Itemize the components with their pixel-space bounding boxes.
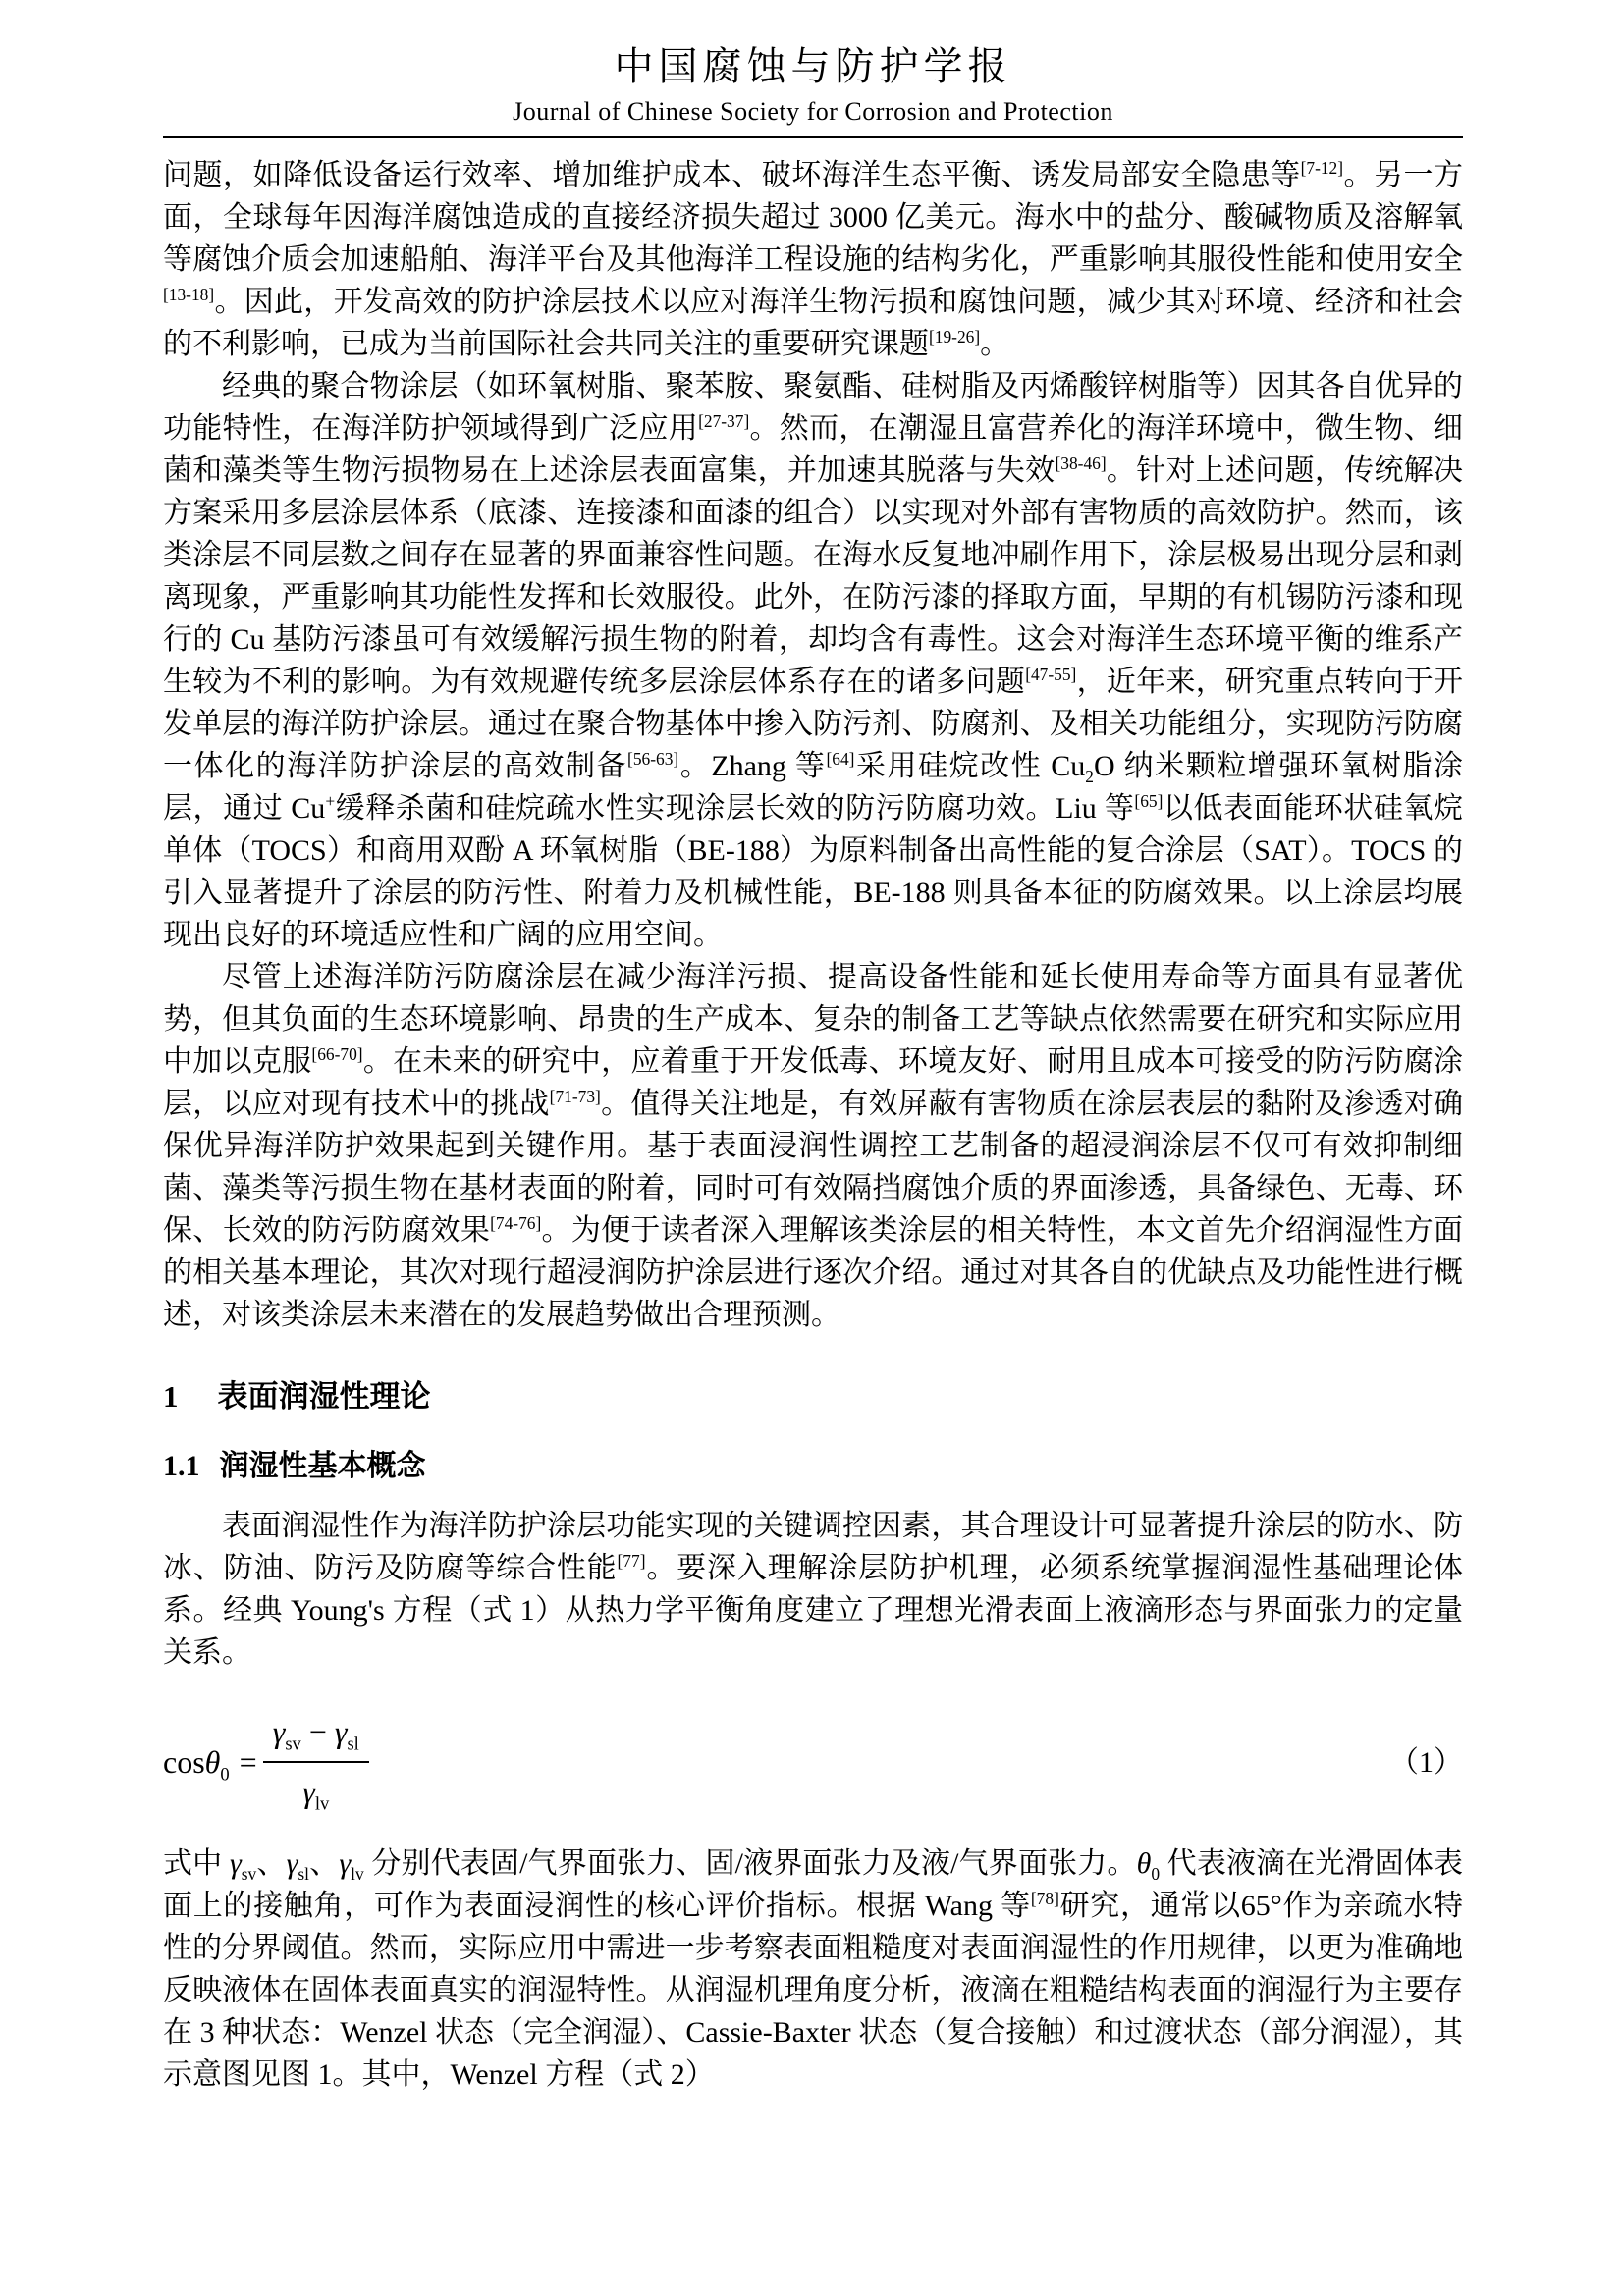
text-run: 。然而，在潮湿且富营养化的海洋环境中，微生物、细菌和藻类等生物污损物易在上述涂层表面富集，并加速其脱落与失效 — [163, 412, 1464, 487]
subsection-heading-1-1 — [163, 1445, 1463, 1487]
subscript: sl — [298, 1864, 309, 1884]
fraction-numerator — [263, 1711, 369, 1763]
text-run: 。Zhang 等 — [678, 750, 827, 782]
journal-header — [163, 35, 1463, 138]
fraction-denominator — [293, 1763, 339, 1813]
subscript: sv — [285, 1734, 301, 1755]
text-run: 、 — [309, 1847, 340, 1880]
journal-title-chinese: 中国腐蚀与防护学报 — [614, 44, 1012, 88]
text-run: 。值得关注地是，有效屏蔽有害物质在涂层表层的黏附及渗透对确保优异海洋防护效果起到关键作用。基于表面浸润性调控工艺制备的超浸润涂层不仅可有效抑制细菌、藻类等污损生物在基材表面的附着，同时可有效隔挡腐蚀介质的界面渗透，具备绿色、无毒、环保、长效的防污防腐效果 — [163, 1088, 1464, 1247]
text-run: 分别代表固/气界面张力、固/液界面张力及液/气界面张力。 — [363, 1847, 1137, 1880]
text-run: 以低表面能环状硅氧烷单体（TOCS）和商用双酚 A 环氧树脂（BE-188）为原料制备出高性能的复合涂层（SAT）。TOCS 的引入显著提升了涂层的防污性、附着力及机械性能，BE-188 则具备本征的防腐效果。以上涂层均展现出良好的环境适应性和广阔的应用空间。 — [163, 792, 1463, 951]
citation-ref: [65] — [1134, 791, 1164, 811]
theta-subscript: 0 — [220, 1763, 230, 1785]
paragraph-1 — [163, 154, 1463, 365]
text-run: 采用硅烷改性 Cu — [854, 750, 1086, 782]
text-run: 。要深入理解涂层防护机理，必须系统掌握润湿性基础理论体系。经典 Young's 方程（式 1）从热力学平衡角度建立了理想光滑表面上液滴形态与界面张力的定量关系。 — [163, 1552, 1464, 1669]
text-run: 。针对上述问题，传统解决方案采用多层涂层体系（底漆、连接漆和面漆的组合）以实现对外部有害物质的高效防护。然而，该类涂层不同层数之间存在显著的界面兼容性问题。在海水反复地冲刷作用下，涂层极易出现分层和剥离现象，严重影响其功能性发挥和长效服役。此外，在防污漆的择取方面，早期的有机锡防污漆和现行的 Cu 基防污漆虽可有效缓解污损生物的附着，却均含有毒性。这会对海洋生态环境平衡的维系产生较为不利的影响。为有效规避传统多层涂层体系存在的诸多问题 — [163, 454, 1464, 698]
paragraph-2 — [163, 365, 1463, 956]
cos-function: cos — [163, 1743, 205, 1780]
subscript: sv — [241, 1864, 257, 1884]
text-run: 式中 — [163, 1847, 230, 1880]
equation-number: （1） — [1389, 1745, 1463, 1779]
equation-expression — [163, 1711, 369, 1813]
text-run: 。为便于读者深入理解该类涂层的相关特性，本文首先介绍润湿性方面的相关基本理论，其次对现行超浸润防护涂层进行逐次介绍。通过对其各自的优缺点及功能性进行概述，对该类涂层未来潜在的发展趋势做出合理预测。 — [163, 1214, 1464, 1331]
text-run: 、 — [256, 1847, 287, 1880]
citation-ref: [47-55] — [1025, 665, 1077, 684]
section-title: 表面润湿性理论 — [217, 1379, 431, 1414]
subscript: lv — [314, 1793, 330, 1815]
paragraph-5 — [163, 1842, 1463, 2096]
citation-ref: [13-18] — [163, 285, 215, 304]
paragraph-4 — [163, 1505, 1463, 1674]
text-run: 。在未来的研究中，应着重于开发低毒、环境友好、耐用且成本可接受的防污防腐涂层，以应对现有技术中的挑战 — [163, 1045, 1464, 1120]
article-body — [163, 154, 1463, 2096]
paragraph-3 — [163, 956, 1463, 1336]
equals-sign: = — [239, 1743, 257, 1780]
theta-symbol: θ — [204, 1743, 221, 1780]
citation-ref: [7-12] — [1300, 158, 1344, 178]
text-run: O 纳米颗粒增强环氧树脂涂层，通过 Cu — [163, 750, 1464, 825]
italic-symbol: γ — [302, 1774, 315, 1809]
subscript: 2 — [1085, 767, 1094, 786]
equation-1 — [163, 1711, 1463, 1813]
citation-ref: [71-73] — [549, 1087, 601, 1106]
italic-symbol: γ — [272, 1714, 286, 1749]
citation-ref: [64] — [826, 749, 855, 769]
text-run: 缓释杀菌和硅烷疏水性实现涂层长效的防污防腐功效。Liu 等 — [335, 792, 1135, 825]
text-run: 表面润湿性作为海洋防护涂层功能实现的关键调控因素，其合理设计可显著提升涂层的防水、防冰、防油、防污及防腐等综合性能 — [163, 1510, 1463, 1584]
text-run: 。因此，开发高效的防护涂层技术以应对海洋生物污损和腐蚀问题，减少其对环境、经济和社会的不利影响，已成为当前国际社会共同关注的重要研究课题 — [163, 286, 1463, 360]
text-run: 尽管上述海洋防污防腐涂层在减少海洋污损、提高设备性能和延长使用寿命等方面具有显著优势，但其负面的生态环境影响、昂贵的生产成本、复杂的制备工艺等缺点依然需要在研究和实际应用中加以克服 — [163, 961, 1463, 1078]
citation-ref: [56-63] — [627, 749, 679, 769]
subsection-title: 润湿性基本概念 — [219, 1450, 426, 1482]
italic-symbol: γ — [334, 1714, 348, 1749]
equation-fraction — [263, 1711, 369, 1813]
citation-ref: [78] — [1030, 1889, 1059, 1908]
citation-ref: [66-70] — [311, 1044, 363, 1064]
text-run: 。另一方面，全球每年因海洋腐蚀造成的直接经济损失超过 3000 亿美元。海水中的盐分、酸碱物质及溶解氧等腐蚀介质会加速船舶、海洋平台及其他海洋工程设施的结构劣化，严重影响其服役性能和使用安全 — [163, 159, 1464, 276]
citation-ref: [38-46] — [1055, 454, 1107, 473]
text-run: − — [300, 1714, 335, 1749]
text-run: ，近年来，研究重点转向于开发单层的海洋防护涂层。通过在聚合物基体中掺入防污剂、防腐剂、及相关功能组分，实现防污防腐一体化的海洋防护涂层的高效制备 — [163, 666, 1464, 782]
italic-symbol: γ — [339, 1847, 352, 1880]
italic-symbol: γ — [229, 1847, 242, 1880]
section-heading-1 — [163, 1375, 1463, 1417]
journal-title-english: Journal of Chinese Society for Corrosion and Protection — [513, 97, 1113, 126]
citation-ref: [77] — [617, 1551, 646, 1571]
text-run: 经典的聚合物涂层（如环氧树脂、聚苯胺、聚氨酯、硅树脂及丙烯酸锌树脂等）因其各自优异的功能特性，在海洋防护领域得到广泛应用 — [163, 370, 1463, 445]
text-run: 。 — [980, 328, 1010, 360]
subscript: 0 — [1151, 1864, 1161, 1884]
citation-ref: [74-76] — [490, 1213, 542, 1233]
text-run: 代表液滴在光滑固体表面上的接触角，可作为表面浸润性的核心评价指标。根据 Wang 等 — [163, 1847, 1464, 1922]
header-divider — [163, 136, 1463, 138]
italic-symbol: θ — [1136, 1847, 1152, 1880]
subsection-number: 1.1 — [163, 1450, 200, 1482]
equation-lhs — [163, 1741, 230, 1784]
citation-ref: [19-26] — [929, 327, 981, 347]
subscript: lv — [351, 1864, 364, 1884]
citation-ref: [27-37] — [698, 411, 750, 431]
text-run: 问题，如降低设备运行效率、增加维护成本、破坏海洋生态平衡、诱发局部安全隐患等 — [163, 159, 1301, 191]
text-run: 研究，通常以65°作为亲疏水特性的分界阈值。然而，实际应用中需进一步考察表面粗糙度对表面润湿性的作用规律，以更为准确地反映液体在固体表面真实的润湿特性。从润湿机理角度分析，液滴在粗糙结构表面的润湿行为主要存在 3 种状态：Wenzel 状态（完全润湿）、Cassie-Baxter 状态（复合接触）和过渡状态（部分润湿），其示意图见图 1。其中，Wenzel 方程（式 2） — [163, 1890, 1463, 2091]
subscript: sl — [347, 1734, 359, 1755]
section-number: 1 — [163, 1379, 179, 1414]
superscript: + — [325, 791, 336, 811]
italic-symbol: γ — [286, 1847, 298, 1880]
